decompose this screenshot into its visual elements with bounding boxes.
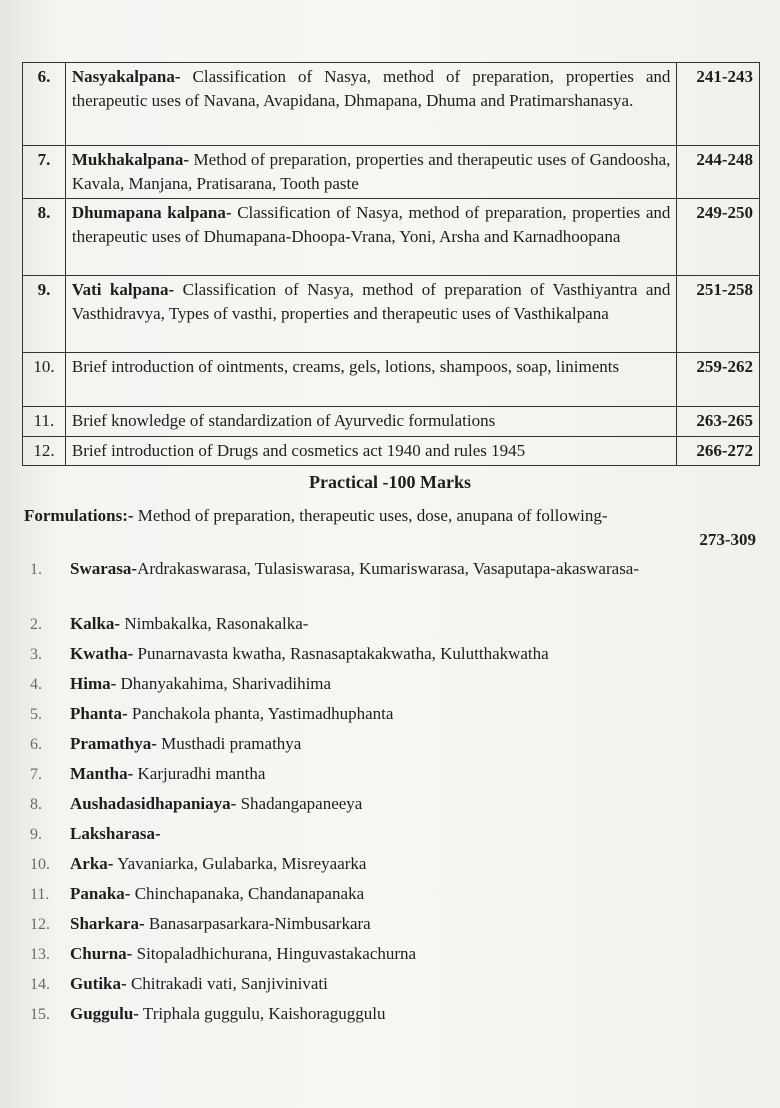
- row-text: Classification of Nasya, method of preparation, properties and therapeutic uses of Dhumapana-Dhoopa-Vrana, Yoni, Arsha and Karnadhoopana: [71, 203, 671, 246]
- item-number: 10.: [30, 856, 50, 873]
- list-item: [24, 791, 674, 821]
- item-number: 13.: [30, 946, 50, 963]
- item-text: Ardrakaswarasa, Tulasiswarasa, Kumariswarasa, Vasaputapa-akaswarasa-: [137, 559, 640, 578]
- item-text-wrap: [70, 971, 674, 996]
- item-text: Musthadi pramathya: [156, 734, 302, 753]
- row-pages: 241-243: [677, 63, 760, 146]
- item-number: 12.: [30, 916, 50, 933]
- row-term: Dhumapana kalpana-: [71, 203, 232, 222]
- item-number: 5.: [30, 706, 42, 723]
- item-text: Nimbakalka, Rasonakalka-: [120, 614, 309, 633]
- item-term: Kwatha-: [70, 644, 134, 663]
- item-term: Mantha-: [70, 764, 134, 783]
- row-number: 7.: [23, 146, 66, 199]
- item-text: Chitrakadi vati, Sanjivinivati: [126, 974, 328, 993]
- row-description: [65, 63, 677, 146]
- item-text: Sitopaladhichurana, Hinguvastakachurna: [132, 944, 417, 963]
- item-number: 14.: [30, 976, 50, 993]
- item-number: 15.: [30, 1006, 50, 1023]
- item-text-wrap: [70, 881, 674, 906]
- item-text-wrap: [70, 791, 674, 816]
- item-number: 3.: [30, 646, 42, 663]
- item-number: 4.: [30, 676, 42, 693]
- list-item: [24, 821, 674, 851]
- item-text-wrap: [70, 941, 674, 966]
- item-text-wrap: [70, 556, 674, 581]
- list-item: [24, 761, 674, 791]
- row-description: [65, 146, 677, 199]
- list-item: [24, 1001, 674, 1031]
- practical-heading: Practical -100 Marks: [309, 472, 471, 492]
- list-item: [24, 881, 674, 911]
- item-term: Hima-: [70, 674, 117, 693]
- formulations-label: Formulations:-: [24, 506, 134, 525]
- table-row: [23, 63, 760, 146]
- item-text-wrap: [70, 611, 674, 636]
- item-term: Churna-: [70, 944, 133, 963]
- item-text-wrap: [70, 731, 674, 756]
- item-number: 8.: [30, 796, 42, 813]
- item-text: Dhanyakahima, Sharivadihima: [116, 674, 332, 693]
- row-description: [65, 199, 677, 276]
- item-text-wrap: [70, 1001, 674, 1026]
- item-text: Panchakola phanta, Yastimadhuphanta: [127, 704, 394, 723]
- row-description: Brief knowledge of standardization of Ayurvedic formulations: [65, 407, 677, 437]
- item-term: Laksharasa-: [70, 824, 161, 843]
- item-number: 7.: [30, 766, 42, 783]
- item-text-wrap: [70, 821, 674, 846]
- item-text-wrap: [70, 701, 674, 726]
- list-item: [24, 556, 674, 611]
- row-number: 12.: [23, 436, 66, 466]
- list-item: [24, 851, 674, 881]
- item-term: Sharkara-: [70, 914, 145, 933]
- row-text: Classification of Nasya, method of preparation, properties and therapeutic uses of Navana, Avapidana, Dhmapana, Dhuma and Pratimarshanasya.: [71, 67, 671, 110]
- item-term: Pramathya-: [70, 734, 157, 753]
- item-term: Aushadasidhapaniaya-: [70, 794, 237, 813]
- row-number: 10.: [23, 353, 66, 407]
- item-text-wrap: [70, 761, 674, 786]
- formulations-intro: [24, 503, 664, 528]
- item-text: Shadangapaneeya: [236, 794, 363, 813]
- item-text: Triphala guggulu, Kaishoraguggulu: [138, 1004, 386, 1023]
- table-row: [23, 146, 760, 199]
- item-text-wrap: [70, 851, 674, 876]
- list-item: [24, 641, 674, 671]
- formulations-pages: 273-309: [699, 530, 756, 549]
- item-number: 2.: [30, 616, 42, 633]
- row-number: 11.: [23, 407, 66, 437]
- row-description: Brief introduction of ointments, creams, gels, lotions, shampoos, soap, liniments: [65, 353, 677, 407]
- item-text: Punarnavasta kwatha, Rasnasaptakakwatha, Kulutthakwatha: [133, 644, 549, 663]
- item-number: 11.: [30, 886, 50, 903]
- list-item: [24, 911, 674, 941]
- syllabus-table: [22, 62, 760, 466]
- item-term: Gutika-: [70, 974, 127, 993]
- item-text: Banasarpasarkara-Nimbusarkara: [144, 914, 371, 933]
- table-row: [23, 436, 760, 466]
- row-text: Classification of Nasya, method of preparation of Vasthiyantra and Vasthidravya, Types of vasthi, properties and therapeutic uses of Vasthikalpana: [71, 280, 671, 323]
- row-text: Method of preparation, properties and therapeutic uses of Gandoosha, Kavala, Manjana, Pratisarana, Tooth paste: [71, 150, 671, 193]
- list-item: [24, 971, 674, 1001]
- item-term: Guggulu-: [70, 1004, 139, 1023]
- item-text-wrap: [70, 911, 674, 936]
- item-text: Karjuradhi mantha: [133, 764, 266, 783]
- formulations-text: Method of preparation, therapeutic uses, dose, anupana of following-: [133, 506, 608, 525]
- item-text: Chinchapanaka, Chandanapanaka: [130, 884, 365, 903]
- row-number: 6.: [23, 63, 66, 146]
- row-term: Nasyakalpana-: [71, 67, 181, 86]
- row-pages: 251-258: [677, 276, 760, 353]
- list-item: [24, 701, 674, 731]
- table-row: [23, 199, 760, 276]
- table-row: [23, 353, 760, 407]
- table-row: [23, 276, 760, 353]
- item-text: Yavaniarka, Gulabarka, Misreyaarka: [113, 854, 367, 873]
- formulation-list: [24, 556, 674, 1031]
- row-pages: 259-262: [677, 353, 760, 407]
- item-term: Phanta-: [70, 704, 128, 723]
- row-term: Mukhakalpana-: [71, 150, 190, 169]
- row-number: 8.: [23, 199, 66, 276]
- list-item: [24, 941, 674, 971]
- row-number: 9.: [23, 276, 66, 353]
- list-item: [24, 671, 674, 701]
- item-text-wrap: [70, 641, 674, 666]
- item-term: Panaka-: [70, 884, 131, 903]
- item-term: Swarasa-: [70, 559, 138, 578]
- item-number: 1.: [30, 561, 42, 578]
- row-description: Brief introduction of Drugs and cosmetics act 1940 and rules 1945: [65, 436, 677, 466]
- table-row: [23, 407, 760, 437]
- row-pages: 244-248: [677, 146, 760, 199]
- list-item: [24, 731, 674, 761]
- item-number: 6.: [30, 736, 42, 753]
- item-term: Arka-: [70, 854, 114, 873]
- item-text-wrap: [70, 671, 674, 696]
- row-pages: 249-250: [677, 199, 760, 276]
- row-pages: 266-272: [677, 436, 760, 466]
- row-pages: 263-265: [677, 407, 760, 437]
- row-description: [65, 276, 677, 353]
- row-term: Vati kalpana-: [71, 280, 175, 299]
- item-term: Kalka-: [70, 614, 121, 633]
- list-item: [24, 611, 674, 641]
- item-number: 9.: [30, 826, 42, 843]
